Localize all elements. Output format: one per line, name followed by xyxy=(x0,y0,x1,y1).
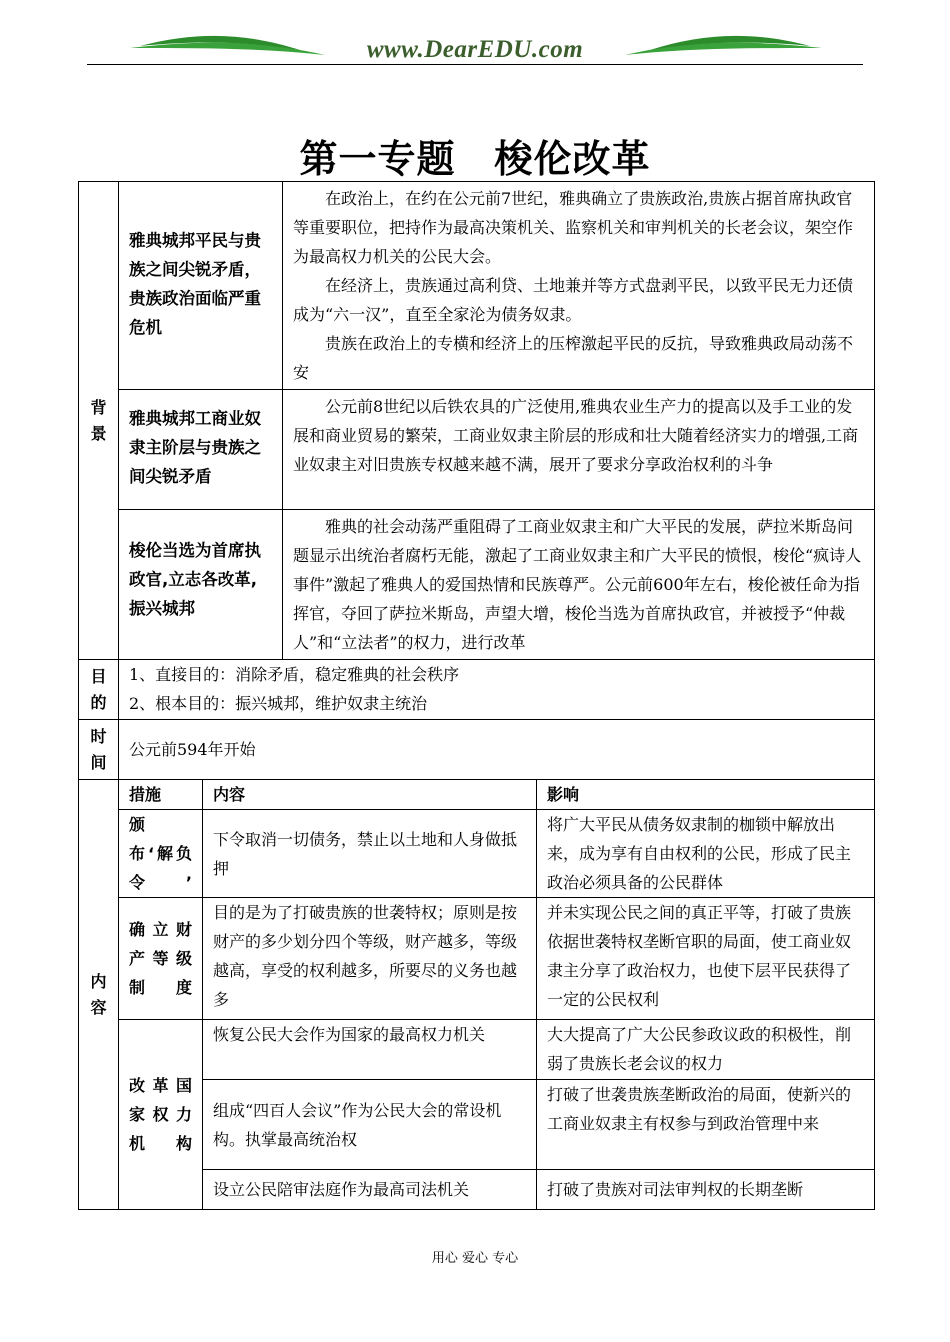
header-rule xyxy=(87,64,863,65)
measure-impact: 打破了世袭贵族垄断政治的局面，使新兴的工商业奴隶主有权参与到政治管理中来 xyxy=(537,1080,875,1170)
background-heading: 雅典城邦平民与贵族之间尖锐矛盾，贵族政治面临严重危机 xyxy=(119,182,283,390)
measure-impact: 打破了贵族对司法审判权的长期垄断 xyxy=(537,1170,875,1210)
background-row xyxy=(79,182,875,390)
time-section-label: 时 间 xyxy=(79,720,119,780)
measure-impact: 大大提高了广大公民参政议政的积极性，削弱了贵族长老会议的权力 xyxy=(537,1020,875,1080)
purpose-cell xyxy=(119,660,875,720)
background-section-label: 背 景 xyxy=(79,182,119,660)
background-row xyxy=(79,390,875,510)
reform-table xyxy=(78,181,875,1210)
measure-impact: 将广大平民从债务奴隶制的枷锁中解放出来，成为享有自由权利的公民，形成了民主政治必须具备的公民群体 xyxy=(537,810,875,898)
measure-label: 确立财产等级制度 xyxy=(119,898,203,1020)
background-row xyxy=(79,510,875,660)
measure-content: 下令取消一切债务，禁止以土地和人身做抵押 xyxy=(203,810,537,898)
content-row xyxy=(79,898,875,1020)
time-row xyxy=(79,720,875,780)
measure-content: 组成“四百人会议”作为公民大会的常设机构。执掌最高统治权 xyxy=(203,1080,537,1170)
measure-label: 改革国家权力机构 xyxy=(119,1020,203,1210)
page-title: 第一专题 梭伦改革 xyxy=(299,137,651,181)
measure-content: 目的是为了打破贵族的世袭特权；原则是按财产的多少划分四个等级，财产越多，等级越高，享受的权利越多，所要尽的义务也越多 xyxy=(203,898,537,1020)
content-row xyxy=(79,1020,875,1080)
purpose-item: 2、根本目的：振兴城邦，维护奴隶主统治 xyxy=(129,694,428,713)
background-heading: 雅典城邦工商业奴隶主阶层与贵族之间尖锐矛盾 xyxy=(119,390,283,510)
purpose-item: 1、直接目的：消除矛盾，稳定雅典的社会秩序 xyxy=(129,665,460,684)
background-detail: 公元前8世纪以后铁农具的广泛使用,雅典农业生产力的提高以及手工业的发展和商业贸易的繁荣，工商业奴隶主阶层的形成和壮大随着经济实力的增强,工商业奴隶主对旧贵族专权越来越不满，展开了要求分享政治权利的斗争 xyxy=(283,390,875,510)
page-footer: 用心 爱心 专心 xyxy=(431,1251,519,1266)
content-column-header: 内容 xyxy=(203,780,537,810)
content-section-label: 内 容 xyxy=(79,780,119,1210)
background-heading: 梭伦当选为首席执政官,立志各改革,振兴城邦 xyxy=(119,510,283,660)
measure-content: 设立公民陪审法庭作为最高司法机关 xyxy=(203,1170,537,1210)
content-row xyxy=(79,810,875,898)
time-value: 公元前594年开始 xyxy=(119,720,875,780)
background-detail: 雅典的社会动荡严重阻碍了工商业奴隶主和广大平民的发展，萨拉米斯岛问题显示出统治者腐朽无能，激起了工商业奴隶主和广大平民的愤恨，梭伦“疯诗人事件”激起了雅典人的爱国热情和民族尊严。公元前600年左右，梭伦被任命为指挥官，夺回了萨拉米斯岛，声望大增，梭伦当选为首席执政官，并被授予“仲裁人”和“立法者”的权力，进行改革 xyxy=(283,510,875,660)
measure-label: 颁 布‘解负令’ xyxy=(119,810,203,898)
measure-column-header: 措施 xyxy=(119,780,203,810)
measure-impact: 并未实现公民之间的真正平等，打破了贵族依据世袭特权垄断官职的局面，使工商业奴隶主分享了政治权力，也使下层平民获得了一定的公民权利 xyxy=(537,898,875,1020)
purpose-row xyxy=(79,660,875,720)
background-detail: 在政治上，在约在公元前7世纪，雅典确立了贵族政治,贵族占据首席执政官等重要职位，把持作为最高决策机关、监察机关和审判机关的长老会议，架空作为最高权力机关的公民大会。 在经济上，贵族通过高利贷、土地兼并等方式盘剥平民，以致平民无力还债成为“六一汉”，直至全家沦为债务奴隶。 贵族在政治上的专横和经济上的压榨激起平民的反抗，导致雅典政局动荡不安 xyxy=(283,182,875,390)
page-header xyxy=(0,0,950,70)
site-logo-text[interactable]: www.DearEDU.com xyxy=(366,36,584,63)
content-header-row xyxy=(79,780,875,810)
purpose-section-label: 目 的 xyxy=(79,660,119,720)
measure-content: 恢复公民大会作为国家的最高权力机关 xyxy=(203,1020,537,1080)
impact-column-header: 影响 xyxy=(537,780,875,810)
